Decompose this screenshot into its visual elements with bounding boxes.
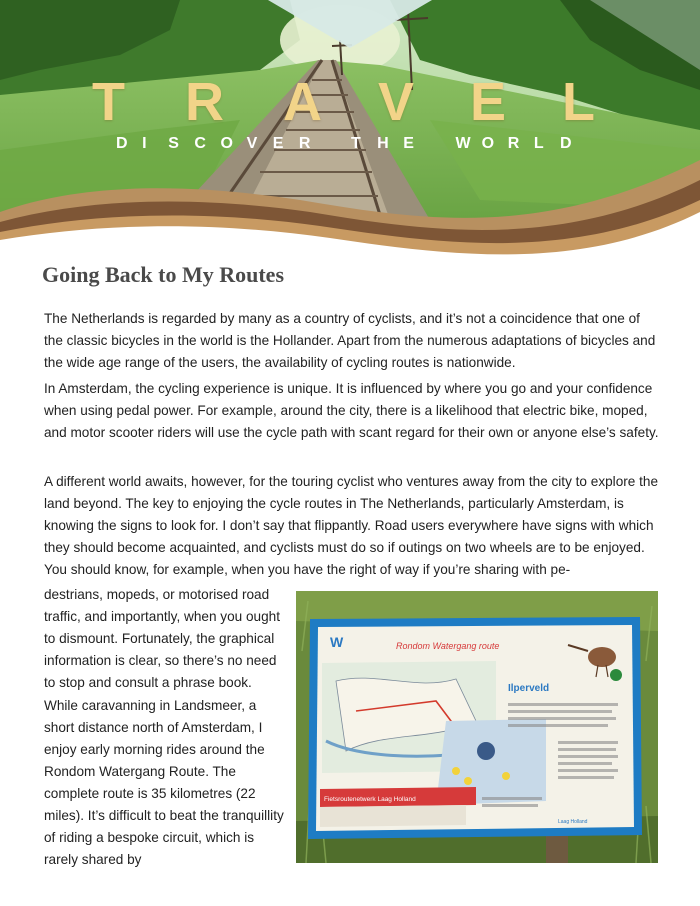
subtitle-letter: E [272,135,284,152]
sign-footer-banner: Fietsroutenetwerk Laag Holland [324,796,416,803]
subtitle-letter: L [533,135,544,152]
subtitle-letter: D [116,135,128,152]
subtitle-letter: S [168,135,179,152]
subtitle-letter: R [507,135,520,152]
magazine-title [0,72,700,132]
subtitle-letter: R [298,135,311,152]
title-letter: R [185,72,224,132]
subtitle-letter: W [455,135,471,152]
subtitle-letter: D [560,135,572,152]
title-letter: V [378,72,415,132]
article-paragraph: The Netherlands is regarded by many as a country of cyclists, and it’s not a coincidence that one of the classic bicycles in the world is the Hollander. Apart from the numerous adaptations of bicycles and the wide age range of the users, the availability of cycling routes is nationwide. [44,311,656,370]
article-paragraph: In Amsterdam, the cycling experience is unique. It is influenced by where you go and your confidence when using pedal power. For example, around the city, there is a likelihood that electric bike, moped, and motor scooter riders will use the cycle path with scant regard for their own or anyone else’s safety. [44,381,659,440]
magazine-subtitle [0,134,700,154]
route-sign-photo [296,591,658,863]
title-letter: T [92,72,125,132]
subtitle-letter: H [377,135,389,152]
hero-banner [0,0,700,270]
title-letter: L [562,72,595,132]
sign-area-name: Ilperveld [508,683,550,694]
subtitle-letter: C [194,135,206,152]
article-paragraph: While caravanning in Landsmeer, a short distance north of Amsterdam, I enjoy early morning rides around the Rondom Watergang Route. The complete route is 35 kilometres (22 miles). It’s difficult to beat the tranquillity of riding a bespoke circuit, which is rarely shared by [44,698,284,867]
subtitle-letter: I [142,135,147,152]
sign-route-title: Rondom Watergang route [396,641,500,651]
route-sign-image [296,591,658,863]
article-paragraph: A different world awaits, however, for the touring cyclist who ventures away from the city to explore the land beyond. The key to enjoying the cycle routes in The Netherlands, particularly Amsterdam, is knowing the signs to look for. I don’t say that flippantly. Road users everywhere have signs with which they should become acquainted, and cyclists must do so if outings on two wheels are to be enjoyed. You should know, for example, when you have the right of way if you’re sharing with pe- [44,474,659,577]
title-letter: A [283,72,322,132]
subtitle-letter: V [246,135,258,152]
article-paragraph: destrians, mopeds, or motorised road traffic, and importantly, when you ought to dismount. Fortunately, the graphical information is clear, so there’s no need to stop and consult a phrase book. [44,587,281,690]
sign-logo-text: Laag Holland [558,819,588,825]
subtitle-letter: O [220,135,233,152]
subtitle-letter: O [481,135,495,152]
subtitle-letter: T [351,135,361,152]
svg-text:W: W [330,634,344,650]
subtitle-letter: E [403,135,414,152]
title-letter: E [470,72,507,132]
article-heading: Going Back to My Routes [42,262,284,287]
